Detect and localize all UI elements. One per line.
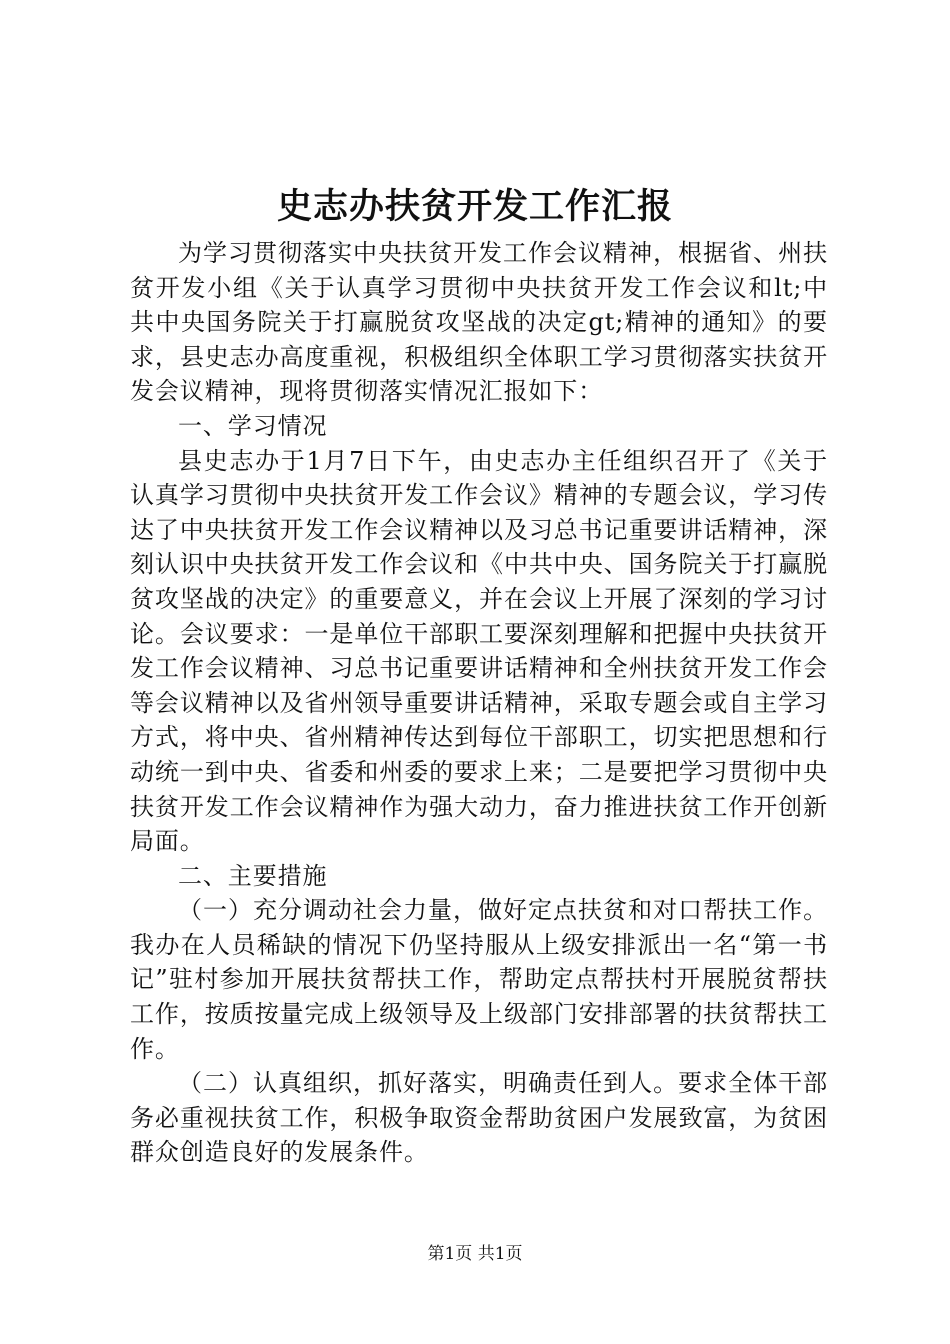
measure-paragraph-2: （二）认真组织，抓好落实，明确责任到人。要求全体干部务必重视扶贫工作，积极争取资金帮助贫困户发展致富，为贫困群众创造良好的发展条件。	[130, 1069, 828, 1167]
document-title: 史志办扶贫开发工作汇报	[276, 186, 673, 227]
section-heading-measures: 二、主要措施	[178, 861, 328, 890]
intro-paragraph: 为学习贯彻落实中央扶贫开发工作会议精神，根据省、州扶贫开发小组《关于认真学习贯彻中央扶贫开发工作会议和lt;中共中央国务院关于打赢脱贫攻坚战的决定gt;精神的通知》的要求，县史志办高度重视，积极组织全体职工学习贯彻落实扶贫开发会议精神，现将贯彻落实情况汇报如下：	[130, 239, 828, 406]
measure-paragraph-1: （一）充分调动社会力量，做好定点扶贫和对口帮扶工作。我办在人员稀缺的情况下仍坚持服从上级安排派出一名“第一书记”驻村参加开展扶贫帮扶工作，帮助定点帮扶村开展脱贫帮扶工作，按质按量完成上级领导及上级部门安排部署的扶贫帮扶工作。	[130, 896, 828, 1063]
document-body	[130, 236, 828, 1170]
section-heading-study: 一、学习情况	[178, 411, 328, 440]
page-footer: 第1页 共1页	[427, 1244, 523, 1264]
study-paragraph: 县史志办于1月7日下午，由史志办主任组织召开了《关于认真学习贯彻中央扶贫开发工作会议》精神的专题会议，学习传达了中央扶贫开发工作会议精神以及习总书记重要讲话精神，深刻认识中央扶贫开发工作会议和《中共中央、国务院关于打赢脱贫攻坚战的决定》的重要意义，并在会议上开展了深刻的学习讨论。会议要求：一是单位干部职工要深刻理解和把握中央扶贫开发工作会议精神、习总书记重要讲话精神和全州扶贫开发工作会等会议精神以及省州领导重要讲话精神，采取专题会或自主学习方式，将中央、省州精神传达到每位干部职工，切实把思想和行动统一到中央、省委和州委的要求上来；二是要把学习贯彻中央扶贫开发工作会议精神作为强大动力，奋力推进扶贫工作开创新局面。	[130, 446, 828, 856]
